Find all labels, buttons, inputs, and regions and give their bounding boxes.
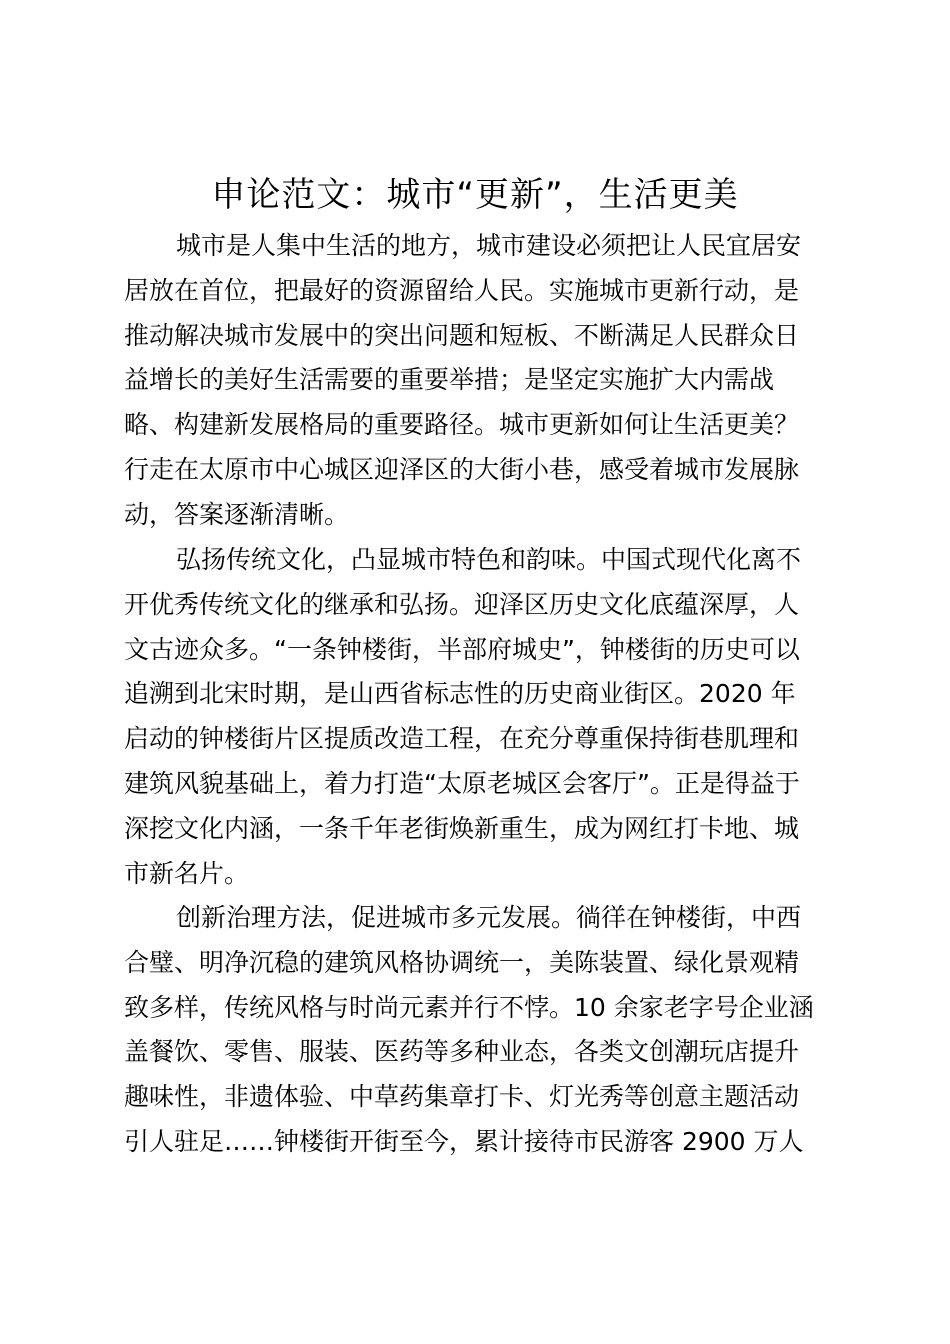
text-line: 致多样，传统风格与时尚元素并行不悖。10 余家老字号企业涵 <box>124 992 814 1022</box>
text-line: 市新名片。 <box>124 858 250 888</box>
text-line: 行走在太原市中心城区迎泽区的大街小巷，感受着城市发展脉 <box>124 454 800 484</box>
text-line: 益增长的美好生活需要的重要举措；是坚定实施扩大内需战 <box>124 365 775 395</box>
text-line: 开优秀传统文化的继承和弘扬。迎泽区历史文化底蕴深厚，人 <box>124 589 800 619</box>
text-line: 启动的钟楼街片区提质改造工程，在充分尊重保持街巷肌理和 <box>124 724 800 754</box>
text-line: 略、构建新发展格局的重要路径。城市更新如何让生活更美？ <box>124 410 800 440</box>
document-title: 申论范文：城市“更新”，生活更美 <box>211 175 739 215</box>
text-line: 合璧、明净沉稳的建筑风格协调统一，美陈装置、绿化景观精 <box>124 947 800 977</box>
text-line: 居放在首位，把最好的资源留给人民。实施城市更新行动，是 <box>124 275 800 305</box>
paragraph-1 <box>124 224 836 538</box>
text-line: 动，答案逐渐清晰。 <box>124 499 350 529</box>
text-line: 追溯到北宋时期，是山西省标志性的历史商业街区。2020 年 <box>124 679 796 709</box>
text-line: 引人驻足……钟楼街开街至今，累计接待市民游客 2900 万人 <box>124 1126 804 1156</box>
text-line: 盖餐饮、零售、服装、医药等多种业态，各类文创潮玩店提升 <box>124 1037 800 1067</box>
paragraph-2 <box>124 538 836 896</box>
text-line: 推动解决城市发展中的突出问题和短板、不断满足人民群众日 <box>124 320 800 350</box>
text-line: 深挖文化内涵，一条千年老街焕新重生，成为网红打卡地、城 <box>124 813 800 843</box>
text-line: 文古迹众多。“一条钟楼街，半部府城史”，钟楼街的历史可以 <box>124 634 800 664</box>
text-line: 创新治理方法，促进城市多元发展。徜徉在钟楼街，中西 <box>176 903 802 932</box>
text-line: 趣味性，非遗体验、中草药集章打卡、灯光秀等创意主题活动 <box>124 1082 800 1112</box>
paragraph-3 <box>124 896 836 1165</box>
text-line: 城市是人集中生活的地方，城市建设必须把让人民宜居安 <box>176 231 802 260</box>
text-line: 弘扬传统文化，凸显城市特色和韵味。中国式现代化离不 <box>176 545 802 574</box>
text-line: 建筑风貌基础上，着力打造“太原老城区会客厅”。正是得益于 <box>124 768 800 798</box>
